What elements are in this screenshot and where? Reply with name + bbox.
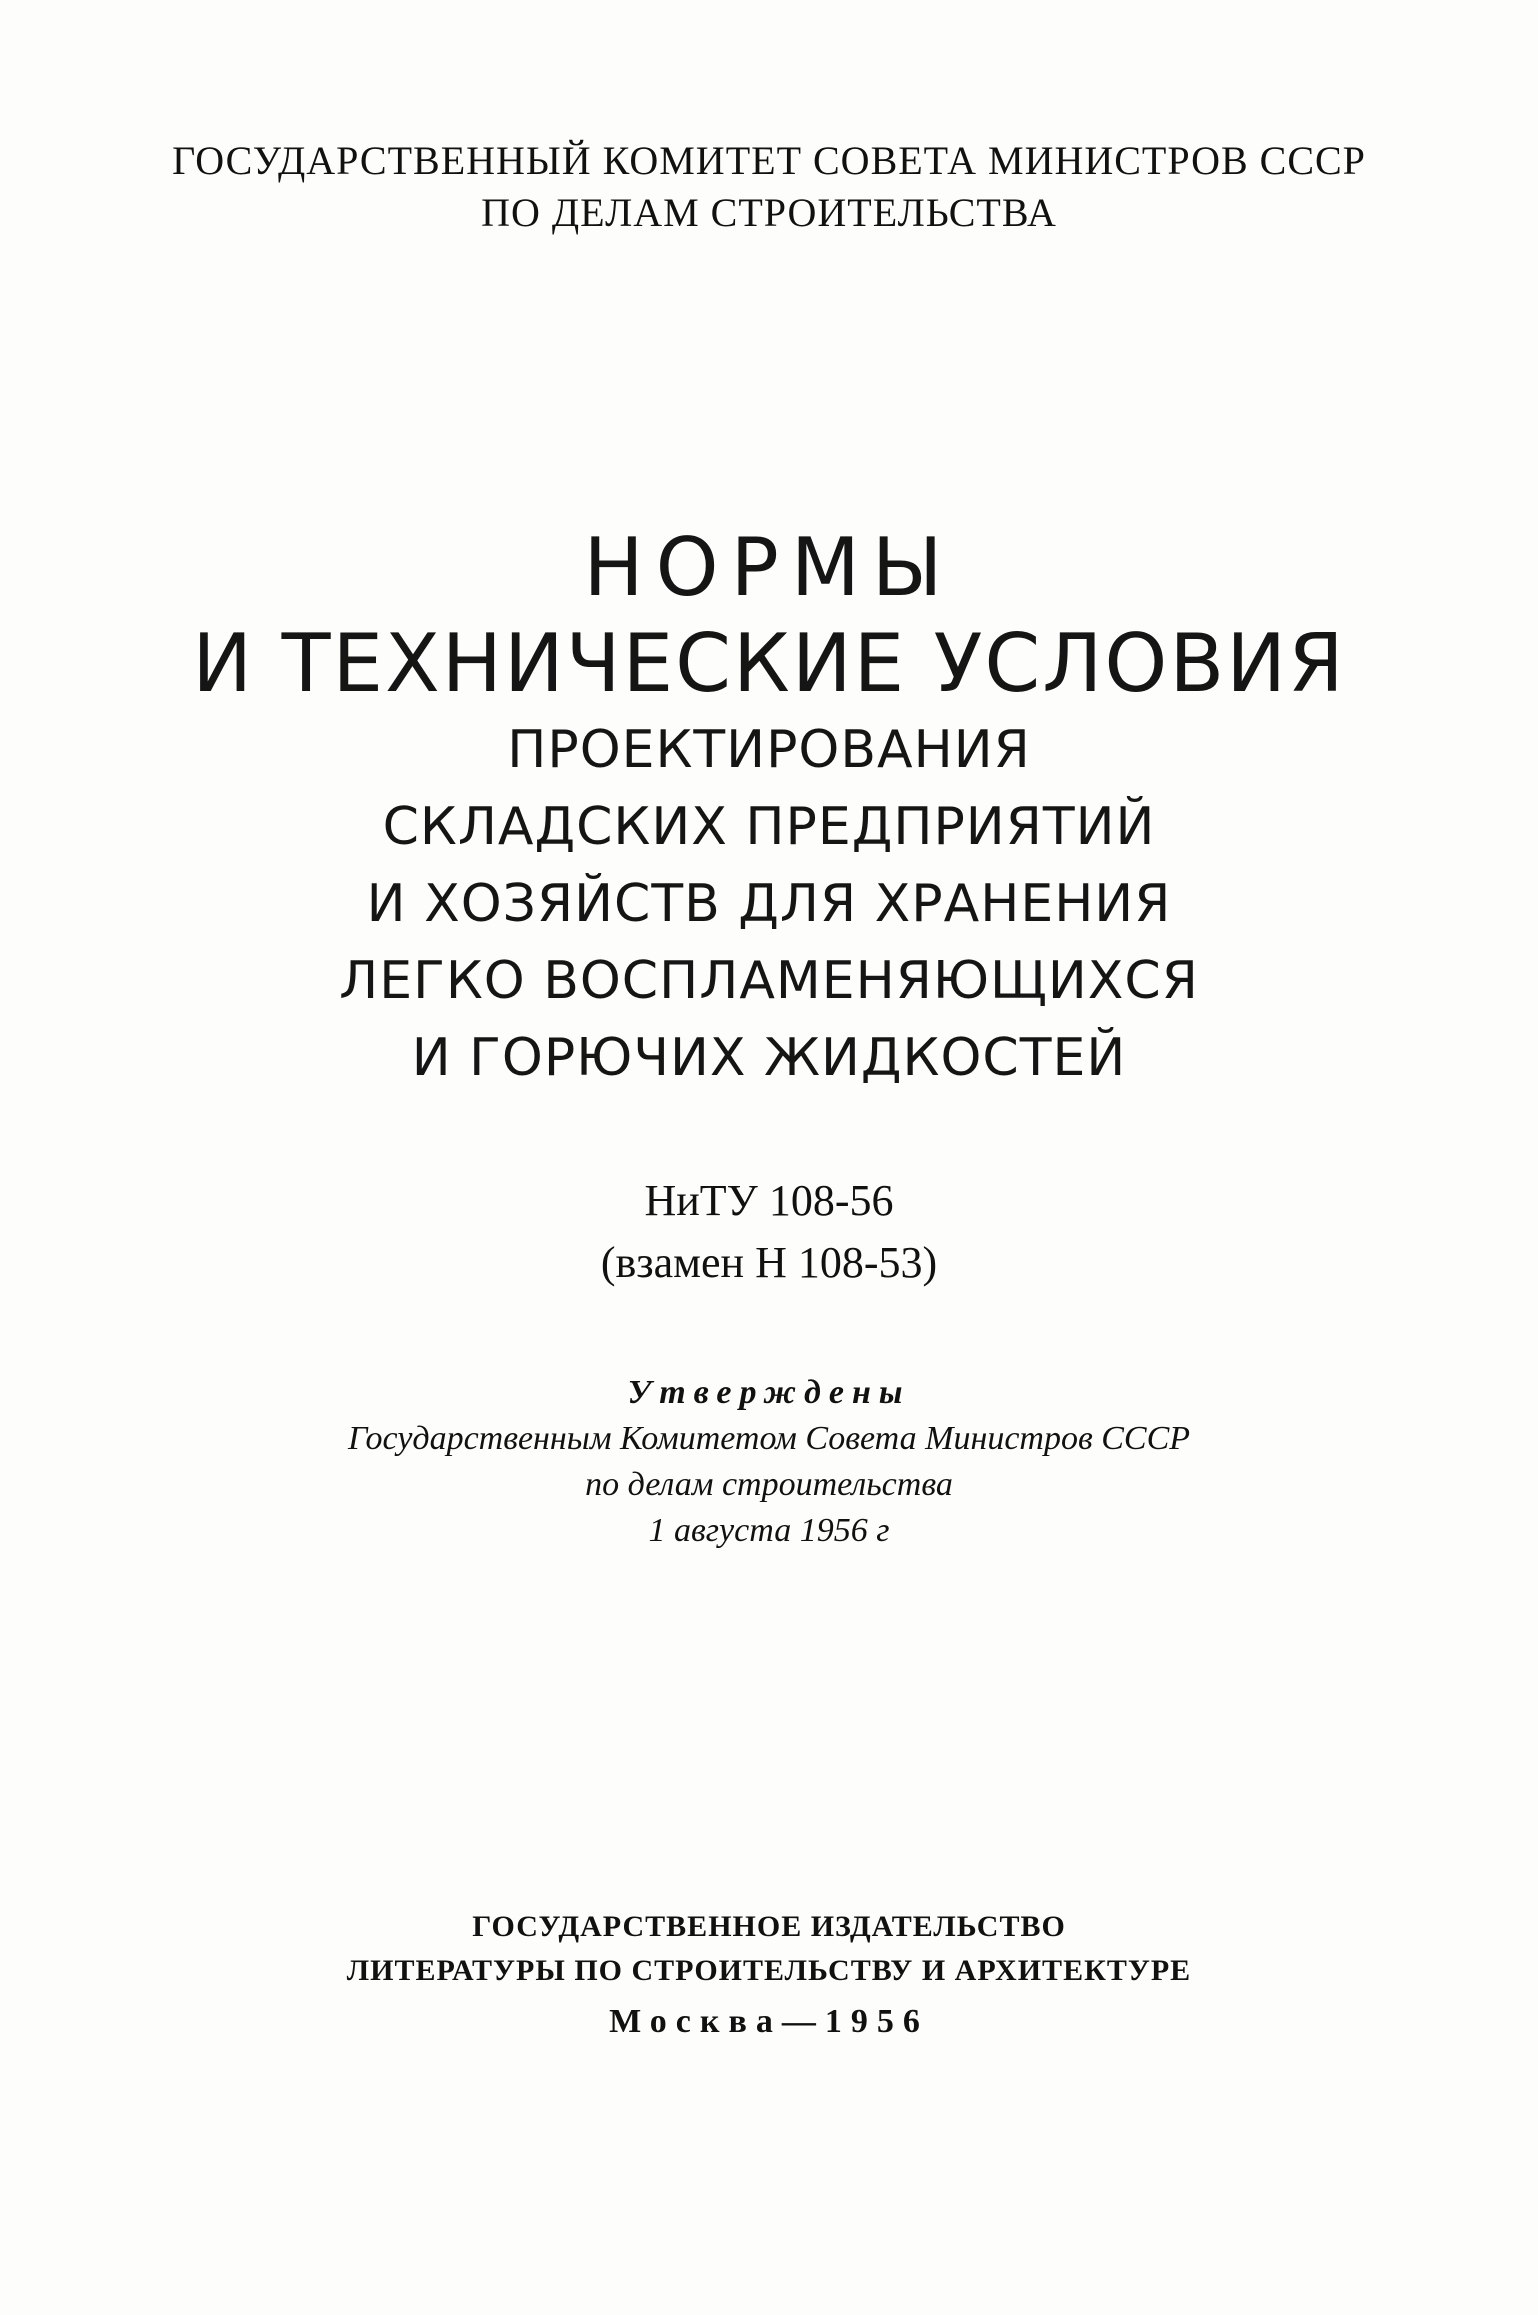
publisher — [0, 1905, 1538, 1993]
document-title — [0, 520, 1538, 1097]
approval-statement — [0, 1370, 1538, 1554]
title-line-4: СКЛАДСКИХ ПРЕДПРИЯТИЙ — [382, 797, 1156, 857]
publisher-line-2: ЛИТЕРАТУРЫ ПО СТРОИТЕЛЬСТВУ И АРХИТЕКТУРЕ — [346, 1954, 1192, 1987]
code-replaces: (взамен Н 108-53) — [600, 1238, 938, 1287]
title-line-7: И ГОРЮЧИХ ЖИДКОСТЕЙ — [411, 1028, 1127, 1088]
title-line-2: И ТЕХНИЧЕСКИЕ УСЛОВИЯ — [192, 617, 1346, 710]
imprint-city-year — [0, 2000, 1538, 2044]
approval-date: 1 августа 1956 г — [648, 1512, 890, 1549]
title-line-3: ПРОЕКТИРОВАНИЯ — [507, 720, 1031, 780]
city-year: Москва—1956 — [609, 2003, 929, 2040]
approval-line-2: Государственным Комитетом Совета Министров СССР — [347, 1420, 1191, 1457]
approval-line-3: по делам строительства — [585, 1466, 953, 1503]
issuing-body — [0, 135, 1538, 239]
title-line-6: ЛЕГКО ВОСПЛАМЕНЯЮЩИХСЯ — [339, 951, 1199, 1011]
approval-line-1: Утверждены — [627, 1374, 911, 1411]
issuer-line-1: ГОСУДАРСТВЕННЫЙ КОМИТЕТ СОВЕТА МИНИСТРОВ СССР — [172, 138, 1366, 183]
title-line-5: И ХОЗЯЙСТВ ДЛЯ ХРАНЕНИЯ — [366, 874, 1172, 934]
issuer-line-2: ПО ДЕЛАМ СТРОИТЕЛЬСТВА — [481, 190, 1057, 235]
document-code — [0, 1170, 1538, 1294]
code-designation: НиТУ 108-56 — [644, 1176, 894, 1225]
publisher-line-1: ГОСУДАРСТВЕННОЕ ИЗДАТЕЛЬСТВО — [472, 1910, 1066, 1943]
title-line-1: НОРМЫ — [583, 521, 955, 614]
